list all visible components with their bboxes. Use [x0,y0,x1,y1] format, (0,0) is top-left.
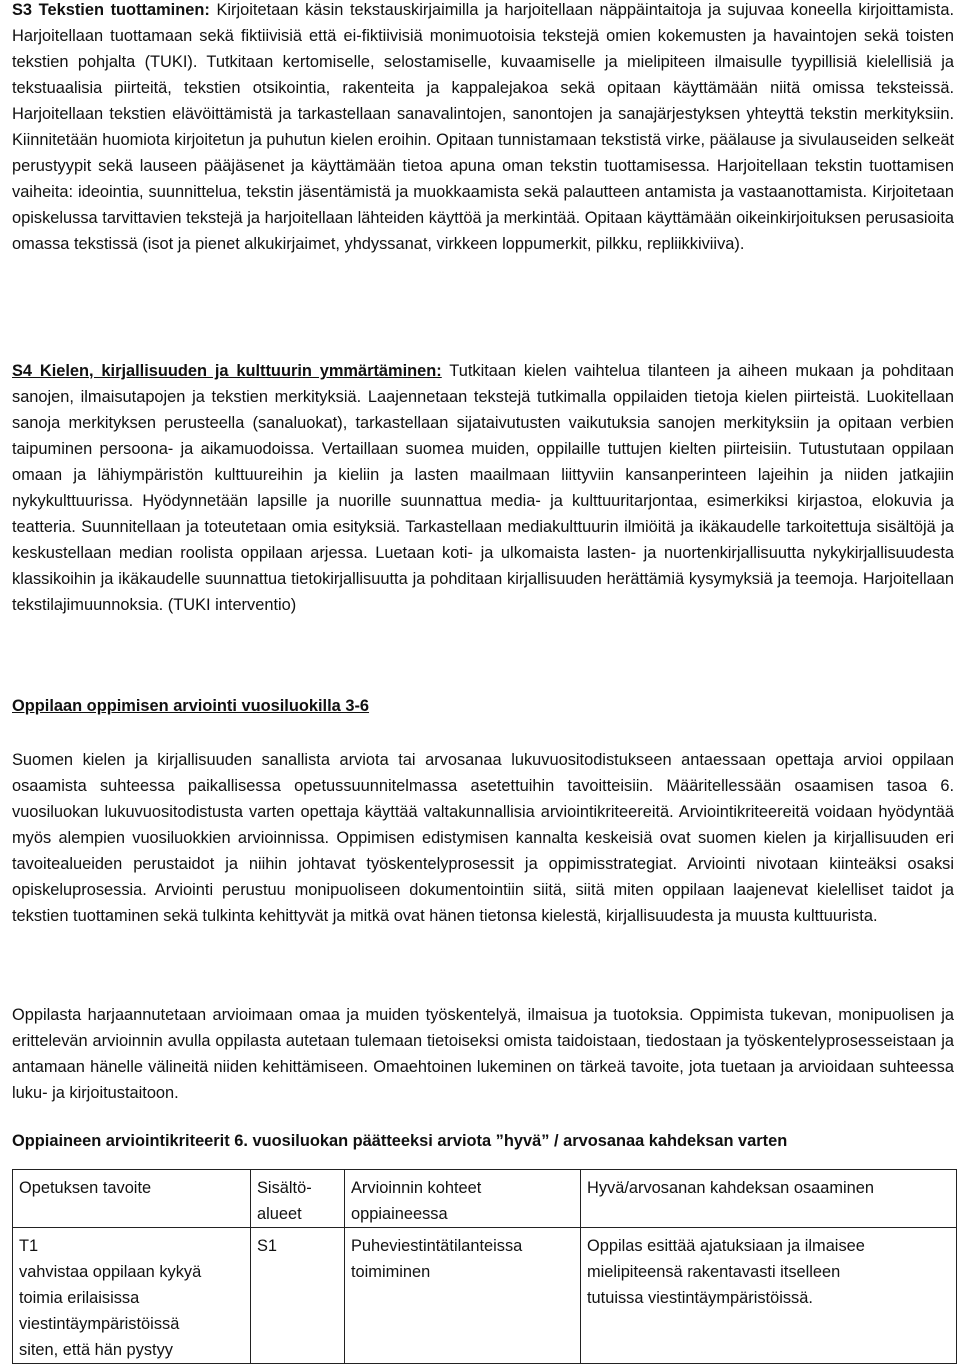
cell-osaaminen: Oppilas esittää ajatuksiaan ja ilmaisee mielipiteensä rakentavasti itselleen tutuissa viestintäympäristöissä. [581,1228,957,1364]
header-cell-tavoite: Opetuksen tavoite [13,1170,251,1228]
assessment-heading: Oppilaan oppimisen arviointi vuosiluokilla 3-6 [12,697,370,715]
section-s4-heading: S4 Kielen, kirjallisuuden ja kulttuurin ymmärtäminen: [12,362,442,380]
cell-tavoite: T1 vahvistaa oppilaan kykyä toimia erilaisissa viestintäympäristöissä siten, että hän pystyy [13,1228,251,1364]
section-s4-text: Tutkitaan kielen vaihtelua tilanteen ja aiheen mukaan ja pohditaan sanojen, ilmaisutapojen ja tekstien merkityksiä. Laajennetaan tekstejä tutkimalla oppilaiden tietoja kielen piirteistä. Luokitellaan sanoja merkityksen perusteella (sanaluokat), tarkastellaan sijataivutusten vaikutuksia sanojen merkityksiin ja opitaan verbien taipuminen persoona- ja aikamuodoissa. Vertaillaan suomea muiden, oppilaille tuttujen kielten piirteisiin. Tutustutaan oppilaan omaan ja lähiympäristön kulttuureihin ja kieliin ja lasten maailmaan liittyviin kansanperinteen lajeihin ja niiden jatkajiin nykykulttuurissa. Hyödynnetään lapsille ja nuorille suunnattua media- ja kulttuuritarjontaa, esimerkiksi kirjastoa, elokuvia ja teatteria. Suunnitellaan ja toteutetaan omia esityksiä. Tarkastellaan mediakulttuurin ilmiöitä ja ikäkaudelle tarkoitettuja sisältöjä ja keskustellaan median roolista oppilaan arjessa. Luetaan koti- ja ulkomaista lasten- ja nuortenkirjallisuutta nykykirjallisuudesta klassikoihin ja ikäkaudelle suunnattua tietokirjallisuutta ja pohditaan kirjallisuuden herättämiä kysymyksiä ja teemoja. Harjoitellaan tekstilajimuunnoksia. (TUKI interventio) [12,362,955,614]
table-row [13,1228,957,1364]
assessment-paragraph-2: Oppilasta harjaannutetaan arvioimaan omaa ja muiden työskentelyä, ilmaisua ja tuotoksia. Oppimista tukevan, monipuolisen ja erittelevän arvioinnin avulla oppilasta autetaan tulemaan tietoiseksi omista taidoistaan, tiedostaan ja työskentelyprosesseistaan ja antamaan hänelle välineitä niiden kehittämiseen. Omaehtoinen lukeminen on tärkeä tavoite, jota tuetaan ja arvioidaan suhteessa luku- ja kirjoitustaitoon. [12,1006,954,1102]
section-s4-paragraph [12,358,954,618]
criteria-table [12,1169,957,1364]
cell-sisalto: S1 [251,1228,345,1364]
table-header-row [13,1170,957,1228]
criteria-heading: Oppiaineen arviointikriteerit 6. vuosiluokan päätteeksi arviota ”hyvä” / arvosanaa kahdeksan varten [12,1132,788,1150]
cell-kohteet: Puheviestintätilanteissa toimiminen [345,1228,581,1364]
section-s3-text: Kirjoitetaan käsin tekstauskirjaimilla ja harjoitellaan näppäintaitoja ja sujuvaa koneella kirjoittamista. Harjoitellaan tuottamaan sekä fiktiivisiä että ei-fiktiivisiä monimuotoisia tekstejä omien kokemusten ja havaintojen sekä toisten tekstien pohjalta (TUKI). Tutkitaan kertomiselle, selostamiselle, kuvaamiselle ja mielipiteen ilmaisulle tyypillisiä kielellisiä ja tekstuaalisia piirteitä, tekstien otsikointia, rakenteita ja kappalejakoa sekä opitaan käyttämään niitä omissa teksteissä. Harjoitellaan tekstien elävöittämistä ja tarkastellaan sanavalintojen, sanontojen ja sanajärjestyksen yhteyttä tekstin merkityksiin. Kiinnitetään huomiota kirjoitetun ja puhutun kielen eroihin. Opitaan tunnistamaan tekstistä virke, päälause ja sivulauseiden selkeät perustyypit sekä lauseen pääjäsenet ja käyttämään tietoa apuna oman tekstin tuottamisessa. Harjoitellaan tekstin tuottamisen vaiheita: ideointia, suunnittelua, tekstin jäsentämistä ja muokkaamista sekä palautteen antamista ja vastaanottamista. Kirjoitetaan opiskelussa tarvittavien tekstejä ja harjoitellaan lähteiden käyttöä ja merkintää. Opitaan käyttämään oikeinkirjoituksen perusasioita omassa tekstissä (isot ja pienet alkukirjaimet, yhdyssanat, virkkeen loppumerkit, pilkku, repliikkiviiva). [12,1,954,253]
header-cell-sisalto: Sisältö- alueet [251,1170,345,1228]
section-s3-heading: S3 Tekstien tuottaminen: [12,1,210,19]
header-cell-osaaminen: Hyvä/arvosanan kahdeksan osaaminen [581,1170,957,1228]
header-cell-kohteet: Arvioinnin kohteet oppiaineessa [345,1170,581,1228]
assessment-paragraph-1: Suomen kielen ja kirjallisuuden sanallista arviota tai arvosanaa lukuvuositodistukseen antaessaan opettaja arvioi oppilaan osaamista suhteessa paikallisessa opetussuunnitelmassa asetettuihin tavoitteisiin. Määritellessään osaamisen tasoa 6. vuosiluokan lukuvuositodistusta varten opettaja käyttää valtakunnallisia arviointikriteereitä. Arviointikriteereitä voidaan hyödyntää myös alempien vuosiluokkien arvioinnissa. Oppimisen edistymisen kannalta keskeisiä ovat suomen kielen ja kirjallisuuden eri tavoitealueiden perustaidot ja niihin johtavat työskentelyprosessit ja oppimisstrategiat. Arviointi nivotaan kiinteäksi osaksi opiskeluprosessia. Arviointi perustuu monipuoliseen dokumentointiin siitä, siitä miten oppilaan laajenevat kielelliset taidot ja tekstien tuottaminen sekä tulkinta kehittyvät ja mitkä ovat hänen tietonsa kielestä, kirjallisuudesta ja muusta kulttuurista. [12,751,954,925]
section-s3-paragraph [12,0,954,257]
